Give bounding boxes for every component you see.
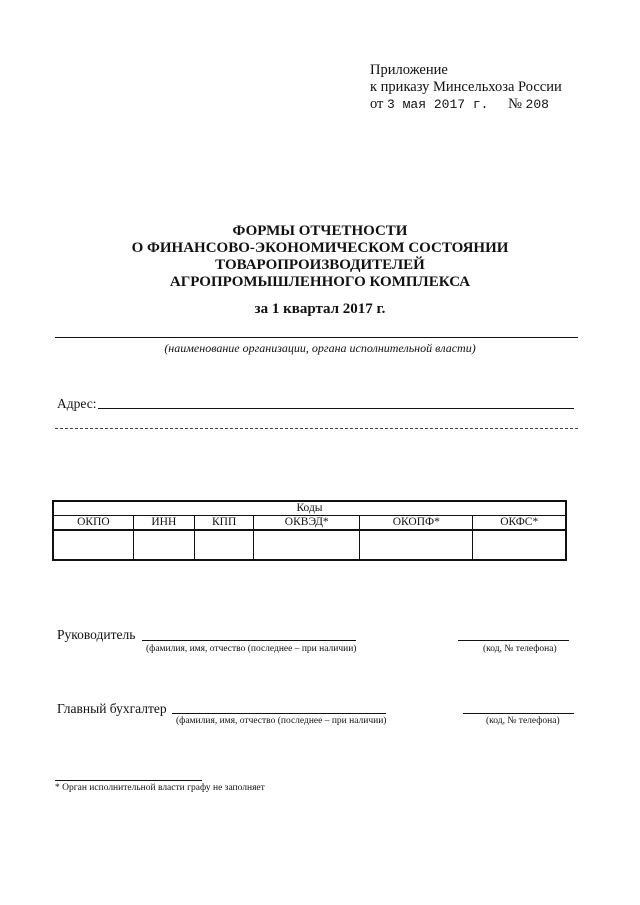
okved-cell[interactable] — [254, 530, 360, 560]
col-kpp: КПП — [194, 516, 254, 531]
appendix-block — [370, 62, 562, 113]
codes-table — [52, 500, 567, 561]
col-inn: ИНН — [133, 516, 194, 531]
accountant-label: Главный бухгалтер — [57, 701, 167, 716]
appendix-line3 — [370, 96, 562, 113]
address-label: Адрес: — [57, 396, 97, 411]
head-name-line[interactable] — [142, 640, 356, 641]
appendix-date: 3 мая 2017 г. — [387, 97, 489, 112]
head-name-caption: (фамилия, имя, отчество (последнее – при наличии) — [146, 644, 357, 654]
appendix-line2: к приказу Минсельхоза России — [370, 79, 562, 95]
accountant-name-caption: (фамилия, имя, отчество (последнее – при наличии) — [176, 716, 387, 726]
inn-cell[interactable] — [133, 530, 194, 560]
kpp-cell[interactable] — [194, 530, 254, 560]
report-period: за 1 квартал 2017 г. — [254, 301, 386, 317]
head-phone-caption: (код, № телефона) — [483, 644, 557, 654]
title-line3: ТОВАРОПРОИЗВОДИТЕЛЕЙ — [215, 257, 425, 273]
organization-caption: (наименование организации, органа исполнительной власти) — [164, 341, 476, 355]
footnote: * Орган исполнительной власти графу не заполняет — [55, 783, 265, 793]
appendix-no: 208 — [525, 97, 549, 112]
appendix-no-label: № — [508, 96, 522, 112]
title-line4: АГРОПРОМЫШЛЕННОГО КОМПЛЕКСА — [169, 274, 471, 290]
address-line-1[interactable] — [98, 408, 574, 409]
appendix-line1: Приложение — [370, 62, 448, 78]
address-line-2[interactable] — [55, 428, 578, 429]
document-title — [0, 223, 640, 291]
footnote-separator — [55, 780, 202, 781]
accountant-phone-line[interactable] — [463, 713, 574, 714]
col-okved: ОКВЭД* — [254, 516, 360, 531]
col-okfs: ОКФС* — [473, 516, 566, 531]
title-line2: О ФИНАНСОВО-ЭКОНОМИЧЕСКОМ СОСТОЯНИИ — [131, 240, 509, 256]
organization-name-line[interactable] — [55, 337, 578, 338]
okfs-cell[interactable] — [473, 530, 566, 560]
col-okopf: ОКОПФ* — [360, 516, 473, 531]
col-okpo: ОКПО — [53, 516, 133, 531]
codes-header-row — [53, 501, 566, 516]
accountant-name-line[interactable] — [172, 713, 386, 714]
okopf-cell[interactable] — [360, 530, 473, 560]
codes-columns-row — [53, 516, 566, 531]
title-line1: ФОРМЫ ОТЧЕТНОСТИ — [232, 223, 408, 239]
codes-value-row — [53, 530, 566, 560]
head-label: Руководитель — [57, 627, 136, 642]
appendix-ot: от — [370, 96, 384, 112]
head-phone-line[interactable] — [458, 640, 569, 641]
accountant-phone-caption: (код, № телефона) — [486, 716, 560, 726]
codes-header: Коды — [53, 501, 566, 516]
okpo-cell[interactable] — [53, 530, 133, 560]
